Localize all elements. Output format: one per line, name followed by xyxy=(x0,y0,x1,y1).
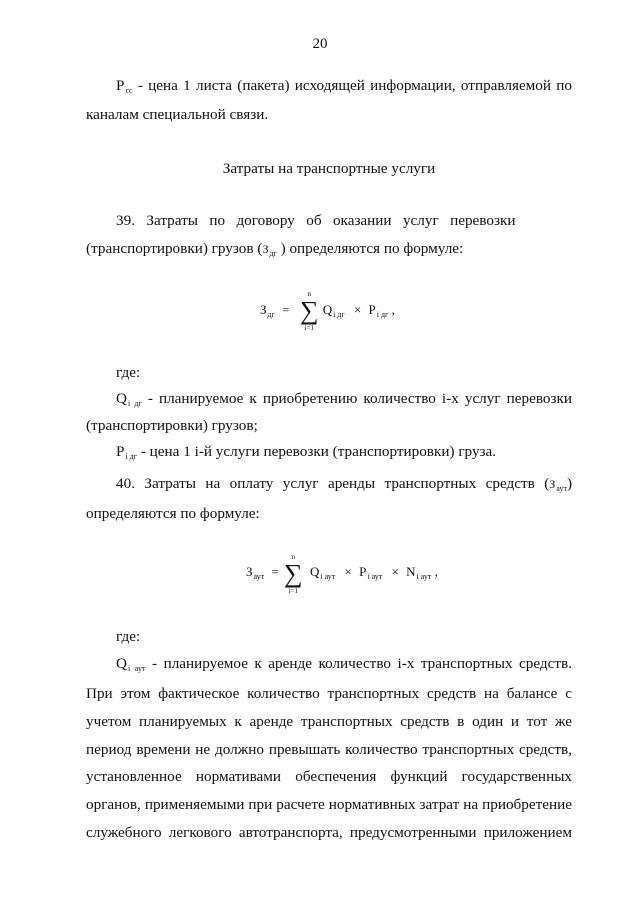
paragraph-line-39: 39. Затраты по договору об оказании услуг перевозки xyxy=(116,212,516,229)
where-label: где: xyxy=(116,628,141,645)
paragraph-line: каналам специальной связи. xyxy=(86,106,269,123)
formula-transport-cargo: $З_{дг} = Q_{i дг} \times P_{i дг}$ , xyxy=(260,302,395,319)
paragraph-line: $P_{сс}$ - цена 1 листа (пакета) исходящей информации, отправляемой по xyxy=(116,77,572,95)
paragraph-line: $P_{i дг}$ - цена 1 i-й услуги перевозки (транспортировки) груза. xyxy=(116,443,497,461)
page-number: 20 xyxy=(312,36,328,52)
formula-vehicle-rent: $З_{аут} = Q_{i аут} \times P_{i аут} \times N_{i аут}$ , xyxy=(246,564,438,581)
paragraph-line: При этом фактическое количество транспортных средств на балансе с xyxy=(86,685,572,702)
sum-symbol: n ∑ i=1 xyxy=(284,553,303,595)
sum-symbol: n ∑ i=1 xyxy=(300,290,319,332)
paragraph-line: органов, применяемыми при расчете нормативных затрат на приобретение xyxy=(86,796,572,813)
paragraph-line: период времени не должно превышать количество транспортных средств, xyxy=(86,741,572,758)
section-heading: Затраты на транспортные услуги xyxy=(222,160,436,177)
paragraph-line: определяются по формуле: xyxy=(86,505,260,522)
paragraph-line-40: 40. Затраты на оплату услуг аренды транспортных средств $(З_{аут})$ xyxy=(116,475,572,493)
paragraph-line: (транспортировки) грузов ($З_{дг}$ ) определяются по формуле: xyxy=(86,240,464,258)
paragraph-line: установленное нормативами обеспечения функций государственных xyxy=(86,768,572,785)
paragraph-line: (транспортировки) грузов; xyxy=(86,417,258,434)
paragraph-line: служебного легкового автотранспорта, предусмотренными приложением xyxy=(86,824,572,841)
where-label: где: xyxy=(116,364,141,381)
paragraph-line: учетом планируемых к аренде транспортных средств в один и тот же xyxy=(86,713,572,730)
price-symbol: $P_{сс}$ xyxy=(116,77,133,95)
paragraph-line: $Q_{i аут}$ - планируемое к аренде количество i-х транспортных средств. xyxy=(116,655,572,673)
paragraph-line: $Q_{i дг}$ - планируемое к приобретению количество i-х услуг перевозки xyxy=(116,390,573,408)
